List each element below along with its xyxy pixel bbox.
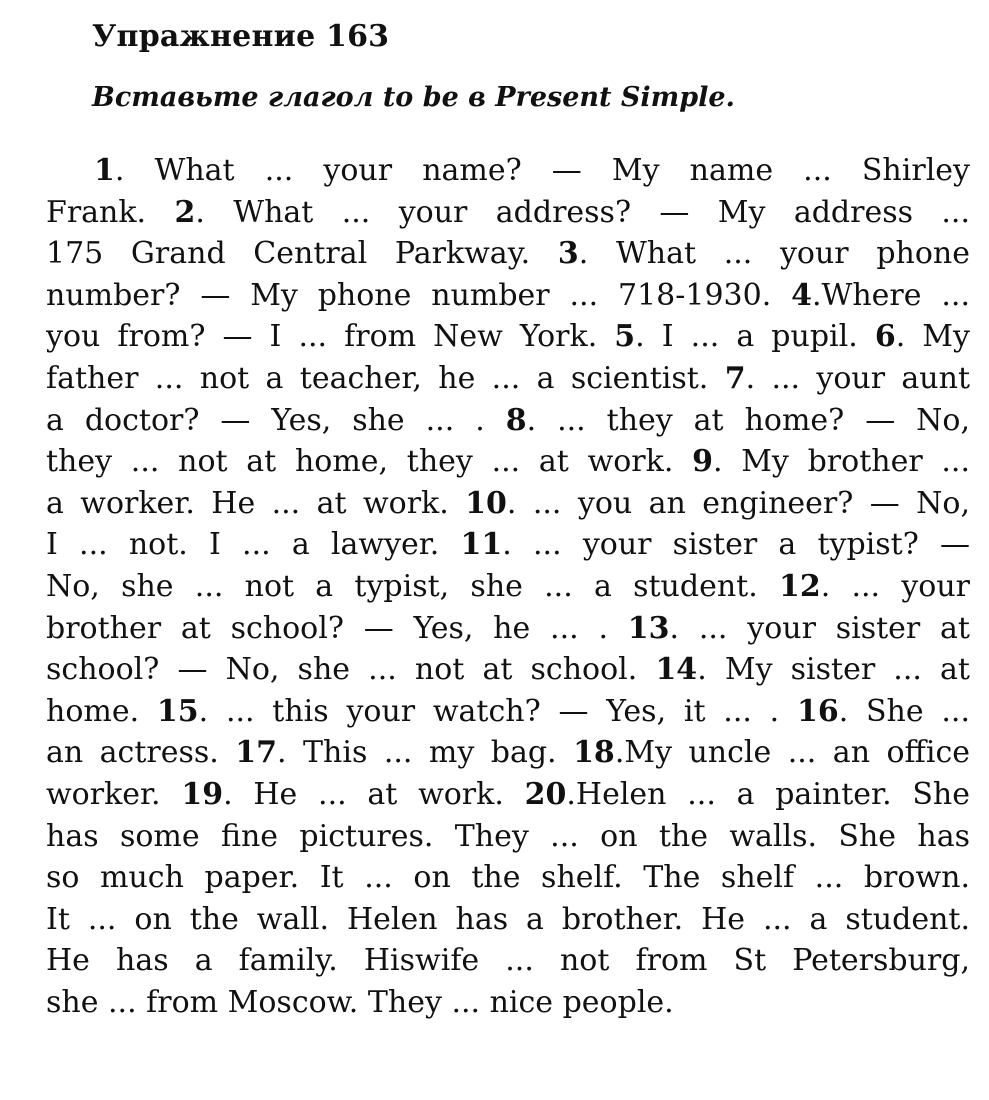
exercise-text-segment: . ... your sister a typist? —: [502, 527, 970, 563]
exercise-text-segment: It ... on the wall. Helen has a brother. He ... a student.: [46, 901, 970, 937]
exercise-text-segment: . ... they at home? — No,: [526, 402, 970, 438]
exercise-line: [46, 940, 970, 982]
exercise-line: [46, 732, 970, 774]
item-number: 13: [627, 610, 670, 646]
exercise-line: [46, 150, 970, 192]
item-number: 14: [655, 652, 698, 688]
exercise-text-segment: He has a family. Hiswife ... not from St Petersburg,: [46, 943, 970, 979]
item-number: 20: [524, 776, 567, 812]
exercise-text-segment: so much paper. It ... on the shelf. The shelf ... brown.: [46, 860, 970, 896]
exercise-line: [46, 608, 970, 650]
exercise-text-segment: a doctor? — Yes, she ... .: [46, 402, 506, 438]
exercise-text-segment: has some fine pictures. They ... on the walls. She has: [46, 818, 970, 854]
exercise-text-segment: she ... from Moscow. They ... nice people.: [46, 984, 674, 1020]
exercise-text-segment: father ... not a teacher, he ... a scientist.: [46, 360, 725, 396]
exercise-text-segment: . What ... your name? — My name ... Shirley: [114, 153, 970, 188]
exercise-text-segment: . ... your sister at: [669, 610, 970, 646]
exercise-line: [46, 400, 970, 442]
item-number: 12: [778, 568, 821, 604]
next-exercise-title-fragment: [96, 1086, 426, 1100]
exercise-line: [46, 316, 970, 358]
item-number: 1: [94, 153, 115, 188]
exercise-text-segment: . ... your: [820, 568, 970, 604]
exercise-text-segment: . I ... a pupil.: [635, 319, 875, 355]
exercise-line: [46, 816, 970, 858]
next-exercise-title-cropped: [96, 1086, 426, 1100]
exercise-line: [46, 649, 970, 691]
item-number: 10: [465, 485, 507, 521]
exercise-text-segment: . This ... my bag.: [277, 735, 574, 771]
exercise-line: [46, 524, 970, 566]
exercise-text-segment: .Helen ... a painter. She: [566, 776, 970, 812]
exercise-line: [46, 691, 970, 733]
exercise-text-segment: number? — My phone number ... 718-1930.: [46, 277, 792, 313]
exercise-line: [46, 192, 970, 234]
exercise-text-segment: home.: [46, 693, 157, 729]
exercise-text-segment: . ... your aunt: [745, 360, 971, 396]
exercise-text-segment: a worker. He ... at work.: [46, 485, 466, 521]
exercise-line: [46, 233, 970, 275]
exercise-text-segment: an actress.: [46, 735, 236, 771]
exercise-line: [46, 566, 970, 608]
exercise-line: [46, 982, 970, 1024]
exercise-text-segment: Frank.: [46, 194, 175, 230]
exercise-text-segment: worker.: [46, 776, 182, 812]
exercise-line: [46, 774, 970, 816]
exercise-line: [46, 358, 970, 400]
exercise-line: [46, 857, 970, 899]
exercise-instruction: Вставьте глагол to be в Present Simple.: [92, 82, 735, 113]
exercise-line: [46, 275, 970, 317]
exercise-text-segment: . She ...: [838, 693, 970, 729]
item-number: 3: [557, 236, 579, 272]
item-number: 18: [573, 735, 615, 771]
exercise-text-segment: . My brother ...: [712, 444, 970, 480]
exercise-text-segment: . What ... your phone: [578, 236, 970, 272]
exercise-text-segment: . My sister ... at: [697, 652, 970, 688]
exercise-text-segment: school? — No, she ... not at school.: [46, 652, 656, 688]
exercise-text-segment: . ... this your watch? — Yes, it ... .: [198, 693, 797, 729]
exercise-text-segment: you from? — I ... from New York.: [46, 319, 615, 355]
exercise-text: [46, 150, 970, 1023]
exercise-text-segment: . My: [895, 319, 970, 355]
exercise-text-segment: they ... not at home, they ... at work.: [46, 444, 693, 480]
exercise-text-segment: 175 Grand Central Parkway.: [46, 236, 558, 272]
item-number: 4: [791, 277, 812, 313]
exercise-text-segment: . What ... your address? — My address ...: [195, 194, 971, 230]
item-number: 19: [181, 776, 224, 812]
exercise-text-segment: I ... not. I ... a lawyer.: [46, 527, 461, 563]
exercise-line: [46, 441, 970, 483]
exercise-line: [46, 483, 970, 525]
item-number: 16: [796, 693, 839, 729]
exercise-text-segment: brother at school? — Yes, he ... .: [46, 610, 628, 646]
exercise-text-segment: . ... you an engineer? — No,: [506, 485, 970, 521]
exercise-text-segment: .My uncle ... an office: [614, 735, 970, 771]
exercise-title: Упражнение 163: [92, 19, 390, 54]
item-number: 6: [874, 319, 896, 355]
item-number: 15: [156, 693, 199, 729]
item-number: 2: [174, 194, 196, 230]
item-number: 8: [505, 402, 527, 438]
item-number: 7: [724, 360, 746, 396]
item-number: 17: [235, 735, 278, 771]
item-number: 5: [614, 319, 636, 355]
exercise-text-segment: No, she ... not a typist, she ... a student.: [46, 568, 779, 604]
item-number: 11: [460, 527, 503, 563]
exercise-text-segment: . He ... at work.: [223, 776, 525, 812]
exercise-line: [46, 899, 970, 941]
exercise-text-segment: .Where ...: [811, 277, 970, 313]
item-number: 9: [692, 444, 713, 480]
